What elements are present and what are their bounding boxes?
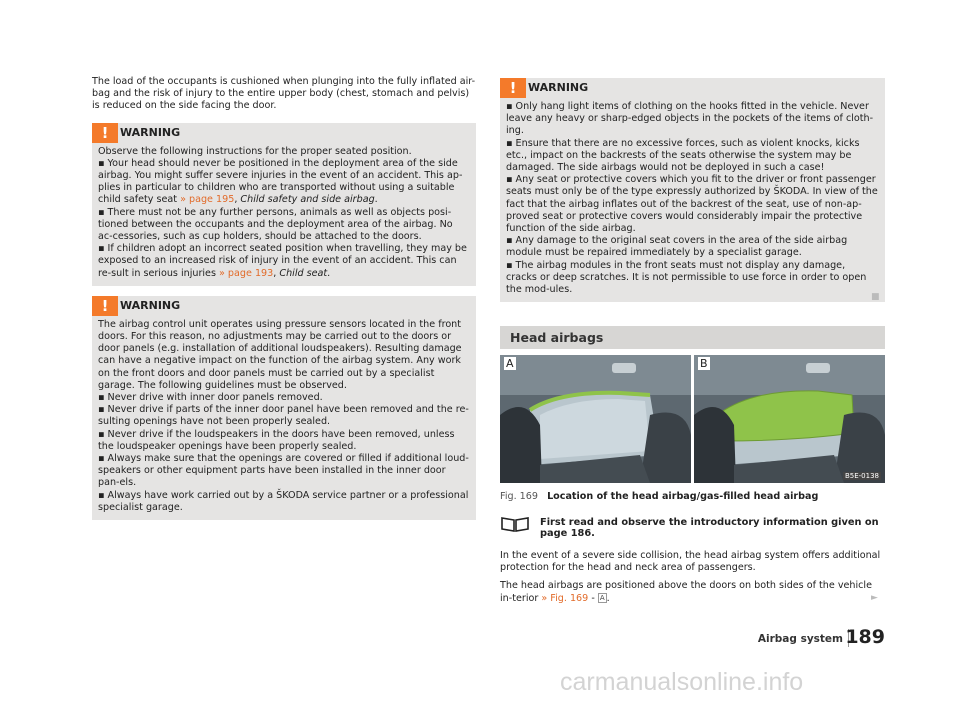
- exclamation-icon: !: [92, 123, 118, 143]
- warning-lead: The airbag control unit operates using pressure sensors located in the front doors. For this reason, no adjustments may be carried out to the doors or door panels (e.g. installation of additional loudspeakers). Resulting damage can have a negative impact on the function of the airbag system. Any work on the front doors and door panels must be carried out by a specialist garage. The following guidelines must be observed.: [98, 318, 462, 391]
- warning-bullet: ▪ Ensure that there are no excessive forces, such as violent knocks, kicks etc., impact on the backrests of the seats otherwise the system may be damaged. The side airbags would not be deployed in such a case!: [506, 137, 860, 174]
- warning-box-seat-covers: [500, 78, 885, 302]
- warning-bullet: ▪ Always make sure that the openings are covered or filled if additional loud-speakers or other equipment parts have been installed in the inner door pan-els.: [98, 453, 469, 489]
- car-interior-illustration-b: [694, 355, 885, 483]
- note-text: First read and observe the introductory information given on page 186.: [540, 517, 879, 539]
- warning-title: WARNING: [120, 125, 181, 139]
- car-interior-illustration-a: [500, 355, 691, 483]
- bullet-text: ▪ If children adopt an incorrect seated position when travelling, they may be exposed to an increased risk of injury in the event of an accident. This can re-sult in serious injuries: [98, 243, 467, 279]
- figure-169: [500, 355, 885, 485]
- warning-body: [92, 316, 476, 520]
- reference-title: Child safety and side airbag: [240, 194, 375, 206]
- warning-lead: Observe the following instructions for the proper seated position.: [98, 145, 412, 157]
- warning-bullet: ▪ There must not be any further persons, animals as well as objects posi-tioned between the occupants and the deployment area of the airbag. No ac-cessories, such as cup holders, should be attached to the doors.: [98, 206, 453, 243]
- paragraph: [500, 580, 885, 604]
- continue-arrow-icon: ►: [871, 593, 878, 603]
- reference-title: Child seat: [279, 267, 328, 279]
- open-book-icon: [500, 515, 530, 533]
- figure-caption: [500, 491, 885, 502]
- warning-body: [500, 98, 885, 302]
- warning-header: [500, 78, 885, 98]
- page-number: 189: [845, 626, 885, 648]
- warning-title: WARNING: [528, 81, 589, 94]
- warning-bullet: ▪ Only hang light items of clothing on the hooks fitted in the vehicle. Never leave any heavy or sharp-edged objects in the pockets of the items of cloth-ing.: [506, 101, 874, 137]
- head-airbags-text: [500, 550, 885, 611]
- figure-link[interactable]: » Fig. 169: [541, 592, 589, 604]
- footer-section-title: Airbag system: [757, 633, 843, 645]
- figure-panel-a: [500, 355, 691, 483]
- paragraph: In the event of a severe side collision, the head airbag system offers additional protection for the head and neck area of passengers.: [500, 550, 881, 574]
- section-end-square-icon: ■: [871, 292, 880, 302]
- figure-number: Fig. 169: [500, 491, 538, 502]
- figure-panel-b: [694, 355, 885, 483]
- warning-bullet: ▪ If children adopt an incorrect seated position when travelling, they may be exposed to an increased risk of injury in the event of an accident. This can re-sult in serious injuries » page 193, Child seat.: [98, 243, 467, 279]
- warning-box-door-panels: [92, 296, 476, 520]
- figure-code: B5E-0138: [844, 472, 879, 480]
- warning-bullet: ▪ Never drive with inner door panels removed.: [98, 392, 323, 404]
- section-header: [500, 326, 885, 349]
- intro-paragraph: The load of the occupants is cushioned when plunging into the fully inflated air-bag and the risk of injury to the entire upper body (chest, stomach and pelvis) is reduced on the side facing the door.: [92, 76, 476, 112]
- watermark: carmanualsonline.info: [560, 668, 804, 696]
- right-column: [500, 78, 885, 312]
- figure-caption-text: Location of the head airbag/gas-filled head airbag: [547, 491, 819, 502]
- warning-bullet: ▪ The airbag modules in the front seats must not display any damage, cracks or deep scratches. It is not permissible to use force in order to open the mod-ules.: [506, 259, 867, 296]
- exclamation-icon: !: [92, 296, 118, 316]
- page-link[interactable]: » page 193: [219, 267, 274, 279]
- figure-label-ref: A: [599, 593, 605, 602]
- bullet-text: ▪ Your head should never be positioned in the deployment area of the side airbag. You might suffer severe injuries in the event of an accident. This ap-plies in particular to children who are transported without using a suitable child safety seat: [98, 157, 463, 206]
- introductory-note: [500, 515, 885, 541]
- punctuation: .: [606, 592, 610, 604]
- warning-header: [92, 296, 476, 316]
- warning-bullet: ▪ Always have work carried out by a ŠKODA service partner or a professional specialist garage.: [98, 489, 469, 513]
- warning-bullet: ▪ Your head should never be positioned in the deployment area of the side airbag. You might suffer severe injuries in the event of an accident. This ap-plies in particular to children who are transported without using a suitable child safety seat » page 195, Child safety and side airbag.: [98, 157, 463, 206]
- warning-title: WARNING: [120, 298, 181, 312]
- warning-box-seated-position: [92, 123, 476, 286]
- page-link[interactable]: » page 195: [180, 194, 235, 206]
- warning-header: [92, 123, 476, 143]
- warning-bullet: ▪ Never drive if parts of the inner door panel have been removed and the re-sulting openings have not been properly sealed.: [98, 404, 469, 428]
- paragraph-text: The head airbags are positioned above the doors on both sides of the vehicle in-terior: [500, 580, 872, 604]
- section-title: Head airbags: [510, 330, 604, 345]
- warning-body: [92, 143, 476, 286]
- warning-bullet: ▪ Any damage to the original seat covers in the area of the side airbag module must be repaired immediately by a specialist garage.: [506, 235, 848, 259]
- separator: -: [588, 592, 598, 604]
- warning-bullet: ▪ Never drive if the loudspeakers in the doors have been removed, unless the loudspeaker openings have been properly sealed.: [98, 428, 455, 452]
- warning-bullet: ▪ Any seat or protective covers which you fit to the driver or front passenger seats must only be of the type expressly authorized by ŠKODA. In view of the fact that the airbag inflates out of the backrest of the seat, use of non-ap-proved seat or protective covers would considerably impair the protective function of the side airbag.: [506, 174, 878, 235]
- figure-label-a: A: [506, 357, 514, 370]
- left-column: [92, 76, 476, 530]
- exclamation-icon: !: [500, 78, 526, 98]
- figure-label-b: B: [700, 357, 708, 370]
